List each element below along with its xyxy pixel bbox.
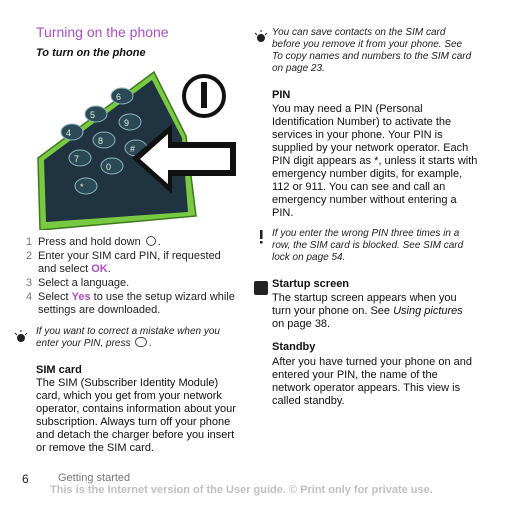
operator-service-icon <box>254 281 268 295</box>
list-item <box>22 236 242 249</box>
power-key-icon <box>146 236 156 246</box>
key-star: * <box>80 182 84 192</box>
step-text: Press and hold down <box>38 236 141 248</box>
footer-watermark: This is the Internet version of the User guide. © Print only for private use. <box>50 484 433 496</box>
warning-icon <box>254 230 268 244</box>
section-subtitle: To turn on the phone <box>36 47 146 59</box>
key-7: 7 <box>74 154 80 164</box>
power-key-icon <box>184 76 224 116</box>
key-4: 4 <box>66 128 72 138</box>
standby-body: After you have turned your phone on and entered your PIN, the name of the network operator appears. This view is called standby. <box>272 356 472 407</box>
page-title: Turning on the phone <box>36 24 169 40</box>
step-text-end: . <box>107 263 111 275</box>
list-item <box>22 291 242 317</box>
key-0: 0 <box>106 162 112 172</box>
tip-note <box>36 326 236 350</box>
tip-note-contacts: You can save contacts on the SIM card before you remove it from your phone. See To copy names and numbers to the SIM card on page 23. <box>272 27 472 74</box>
step-text-end: . <box>157 236 161 248</box>
step-number: 1 <box>26 236 33 248</box>
startup-link: Using pictures <box>393 305 463 317</box>
key-5: 5 <box>90 110 96 120</box>
sim-card-heading: SIM card <box>36 364 82 376</box>
step-text: Select <box>38 291 69 303</box>
key-6: 6 <box>116 92 122 102</box>
phone-illustration <box>36 66 242 230</box>
key-hash: # <box>130 144 136 154</box>
pin-heading: PIN <box>272 89 291 101</box>
startup-screen-heading: Startup screen <box>272 278 350 290</box>
tip-lightbulb-icon <box>254 30 268 44</box>
list-item <box>22 250 242 276</box>
tip-text-end: . <box>149 338 153 349</box>
list-item <box>22 277 242 290</box>
pin-body: You may need a PIN (Personal Identification Number) to activate the services in your phone. Your PIN is supplied by your network operator. Each PIN digit appears as *, unless it starts with emergency number digits, for example, 112 or 911. You can see and call an emergency number without entering a PIN. <box>272 103 478 219</box>
tip-lightbulb-icon <box>14 330 28 344</box>
clear-key-icon <box>135 337 147 347</box>
page-number: 6 <box>22 472 29 486</box>
step-number: 4 <box>26 291 33 303</box>
standby-heading: Standby <box>272 341 316 353</box>
steps-list <box>22 236 242 318</box>
softkey-label: Yes <box>71 291 91 303</box>
startup-screen-body <box>272 292 478 331</box>
softkey-label: OK <box>91 263 108 275</box>
startup-text: The startup screen appears when you turn your phone on. See <box>272 292 457 317</box>
footer-section: Getting started <box>58 472 131 484</box>
tip-note-pin-blocked: If you enter the wrong PIN three times in a row, the SIM card is blocked. See SIM card lock on page 54. <box>272 228 464 263</box>
step-text: Enter your SIM card PIN, if requested and select <box>38 250 221 275</box>
step-text-end: to use the setup wizard while settings are downloaded. <box>38 291 235 316</box>
step-number: 2 <box>26 250 33 262</box>
tip-text: If you want to correct a mistake when you enter your PIN, press <box>36 326 220 349</box>
key-8: 8 <box>98 136 104 146</box>
sim-card-body: The SIM (Subscriber Identity Module) card, which you get from your network operator, contains information about your subscription. Always turn off your phone and detach the charger before you insert or remove the SIM card. <box>36 377 236 454</box>
key-9: 9 <box>124 118 130 128</box>
step-text: Select a language. <box>38 277 130 289</box>
startup-text-end: on page 38. <box>272 318 331 330</box>
step-number: 3 <box>26 277 33 289</box>
